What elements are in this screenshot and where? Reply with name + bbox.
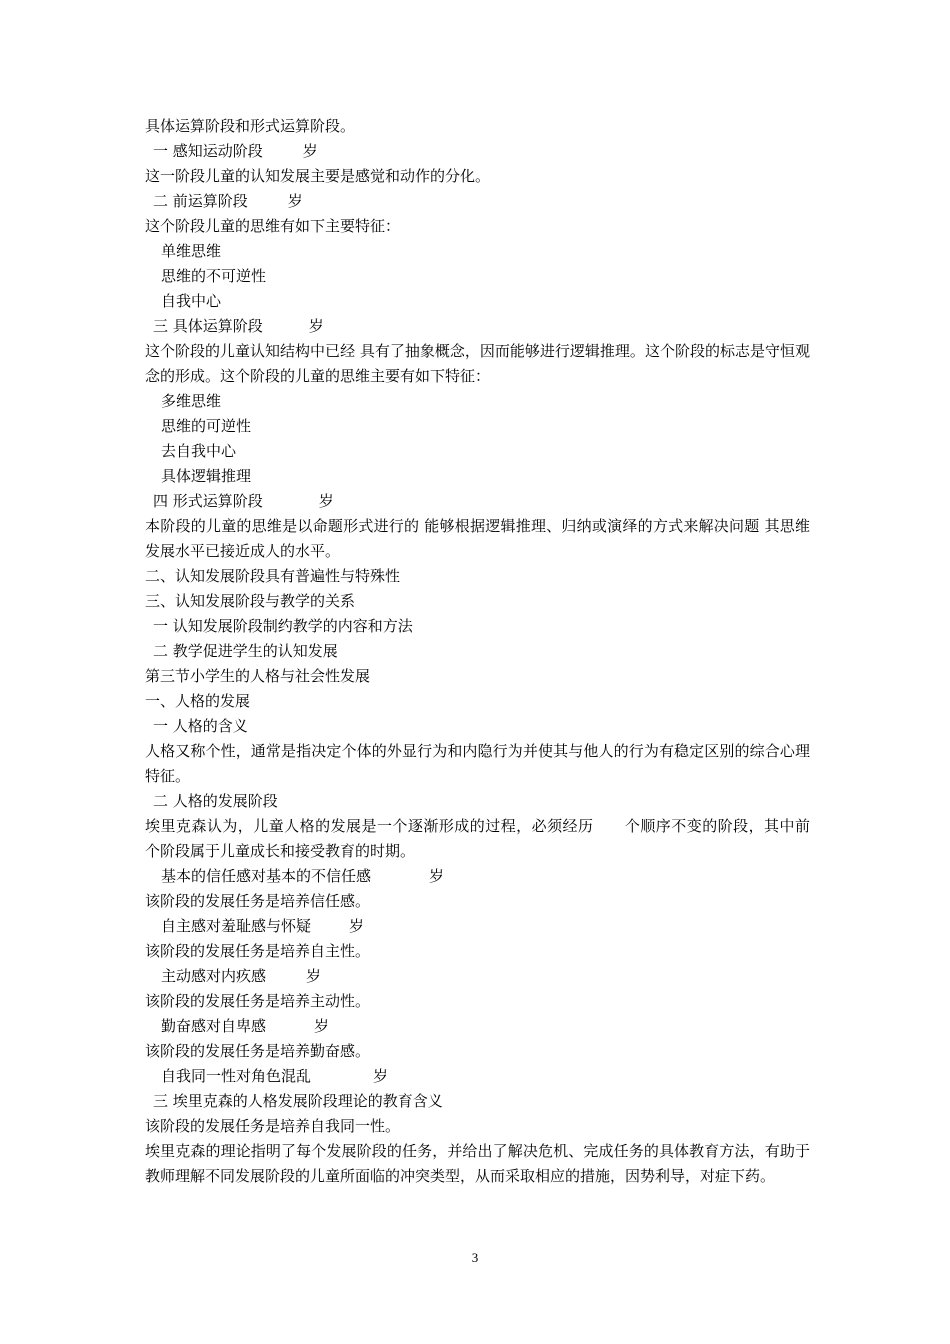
paragraph: 埃里克森认为，儿童人格的发展是一个逐渐形成的过程，必须经历 个顺序不变的阶段，其中前 个阶段属于儿童成长和接受教育的时期。 [145, 817, 830, 860]
stage-heading-formal-operational: 四 形式运算阶段 岁 [145, 489, 810, 514]
paragraph: 埃里克森的理论指明了每个发展阶段的任务，并给出了解决危机、完成任务的具体教育方法，有助于教师理解不同发展阶段的儿童所面临的冲突类型，从而采取相应的措施，因势利导，对症下药。 [145, 1142, 810, 1185]
age-label: 岁 [429, 867, 445, 885]
section-heading: 三、认知发展阶段与教学的关系 [145, 592, 356, 610]
page-number: 3 [471, 1250, 479, 1265]
age-label: 岁 [314, 1017, 330, 1035]
subsection-heading: 二 人格的发展阶段 [153, 792, 278, 810]
text-line: 该阶段的发展任务是培养信任感。 [145, 892, 371, 910]
text-line: 该阶段的发展任务是培养勤奋感。 [145, 1042, 371, 1060]
list-item: 去自我中心 [161, 442, 237, 460]
list-item: 思维的不可逆性 [161, 267, 267, 285]
paragraph: 人格又称个性，通常是指决定个体的外显行为和内隐行为并使其与他人的行为有稳定区别的综合心理特征。 [145, 742, 810, 785]
subsection-heading: 三 埃里克森的人格发展阶段理论的教育含义 [153, 1092, 443, 1110]
paragraph: 这个阶段的儿童认知结构中已经 具有了抽象概念，因而能够进行逻辑推理。这个阶段的标志是守恒观念的形成。这个阶段的儿童的思维主要有如下特征： [145, 342, 810, 385]
age-label: 岁 [318, 492, 334, 510]
subsection-heading: 一 人格的含义 [153, 717, 248, 735]
text-line: 该阶段的发展任务是培养主动性。 [145, 992, 371, 1010]
stage-item-initiative: 主动感对内疚感 岁 [145, 964, 810, 989]
stage-item-autonomy: 自主感对羞耻感与怀疑 岁 [145, 914, 810, 939]
text-line: 这一阶段儿童的认知发展主要是感觉和动作的分化。 [145, 167, 491, 185]
text-line: 具体运算阶段和形式运算阶段。 [145, 117, 356, 135]
section-heading: 二、认知发展阶段具有普遍性与特殊性 [145, 567, 401, 585]
age-label: 岁 [306, 967, 322, 985]
stage-item-industry: 勤奋感对自卑感 岁 [145, 1014, 810, 1039]
list-item: 多维思维 [161, 392, 222, 410]
text-line: 该阶段的发展任务是培养自主性。 [145, 942, 371, 960]
age-label: 岁 [287, 192, 303, 210]
paragraph: 本阶段的儿童的思维是以命题形式进行的 能够根据逻辑推理、归纳或演绎的方式来解决问题 其思维发展水平已接近成人的水平。 [145, 517, 810, 560]
stage-heading-sensorimotor: 一 感知运动阶段 岁 [145, 139, 810, 164]
page-content [145, 114, 830, 1189]
stage-item-trust: 基本的信任感对基本的不信任感 岁 [145, 864, 810, 889]
list-item: 具体逻辑推理 [161, 467, 252, 485]
text-line: 这个阶段儿童的思维有如下主要特征： [145, 217, 401, 235]
age-label: 岁 [302, 142, 318, 160]
age-label: 岁 [308, 317, 324, 335]
list-item: 思维的可逆性 [161, 417, 252, 435]
age-label: 岁 [349, 917, 365, 935]
chapter-section-title: 第三节小学生的人格与社会性发展 [145, 667, 371, 685]
section-heading: 一、人格的发展 [145, 692, 251, 710]
stage-heading-concrete-operational: 三 具体运算阶段 岁 [145, 314, 810, 339]
list-item: 单维思维 [161, 242, 222, 260]
list-item: 自我中心 [161, 292, 222, 310]
stage-heading-preoperational: 二 前运算阶段 岁 [145, 189, 810, 214]
age-label: 岁 [373, 1067, 389, 1085]
subsection-heading: 一 认知发展阶段制约教学的内容和方法 [153, 617, 413, 635]
stage-item-identity: 自我同一性对角色混乱 岁 [145, 1064, 810, 1089]
subsection-heading: 二 教学促进学生的认知发展 [153, 642, 338, 660]
text-line: 该阶段的发展任务是培养自我同一性。 [145, 1117, 401, 1135]
